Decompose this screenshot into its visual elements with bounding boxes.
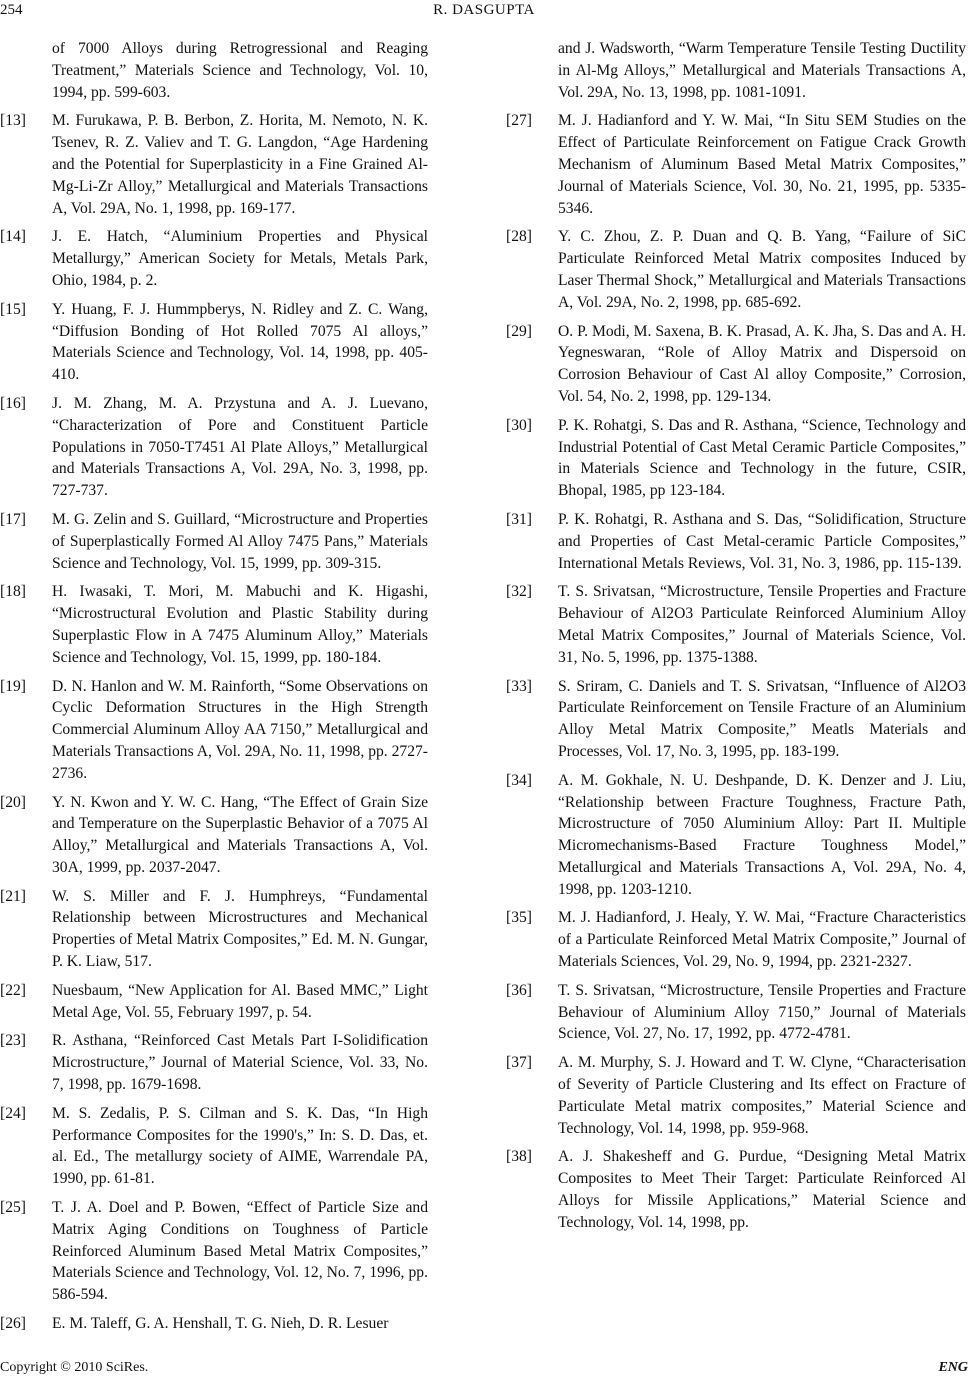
- reference-text: T. J. A. Doel and P. Bowen, “Effect of Particle Size and Matrix Aging Conditions on Toughness of Particle Reinforced Aluminum Based Metal Matrix Composites,” Materials Science and Technology, Vol. 12, No. 7, 1996, pp. 586-594.: [52, 1199, 428, 1304]
- reference-text: E. M. Taleff, G. A. Henshall, T. G. Nieh, D. R. Lesuer: [52, 1315, 389, 1333]
- page-header: [0, 0, 968, 26]
- reference-number: [14]: [0, 228, 26, 246]
- reference-number: [29]: [506, 322, 532, 340]
- page-footer: [0, 1360, 968, 1382]
- reference-text: O. P. Modi, M. Saxena, B. K. Prasad, A. K. Jha, S. Das and A. H. Yegneswaran, “Role of Alloy Matrix and Dispersoid on Corrosion Behaviour of Cast Al alloy Composite,” Corrosion, Vol. 54, No. 2, 1998, pp. 129-134.: [558, 322, 966, 405]
- reference-text: of 7000 Alloys during Retrogressional and Reaging Treatment,” Materials Science and Technology, Vol. 10, 1994, pp. 599-603.: [52, 40, 428, 101]
- reference-entry: [506, 415, 966, 502]
- reference-number: [24]: [0, 1104, 26, 1122]
- reference-text: M. Furukawa, P. B. Berbon, Z. Horita, M. Nemoto, N. K. Tsenev, R. Z. Valiev and T. G. Langdon, “Age Hardening and the Potential for Superplasticity in a Fine Grained Al-Mg-Li-Zr Alloy,” Metallurgical and Materials Transactions A, Vol. 29A, No. 1, 1998, pp. 169-177.: [52, 112, 428, 217]
- reference-entry: [0, 1103, 428, 1190]
- reference-entry: [506, 110, 966, 219]
- reference-text: P. K. Rohatgi, R. Asthana and S. Das, “Solidification, Structure and Properties of Cast Metal-ceramic Particle Composites,” International Metals Reviews, Vol. 31, No. 3, 1986, pp. 115-139.: [558, 510, 966, 572]
- reference-entry: [0, 581, 428, 668]
- reference-number: [35]: [506, 909, 532, 927]
- copyright-notice: Copyright © 2010 SciRes.: [0, 1360, 149, 1375]
- reference-number: [19]: [0, 677, 26, 695]
- reference-text: T. S. Srivatsan, “Microstructure, Tensile Properties and Fracture Behaviour of Aluminium Alloy 7150,” Journal of Materials Science, Vol. 27, No. 17, 1992, pp. 4772-4781.: [558, 981, 966, 1043]
- reference-number: [31]: [506, 510, 532, 528]
- reference-text: Y. Huang, F. J. Hummpberys, N. Ridley and Z. C. Wang, “Diffusion Bonding of Hot Rolled 7075 Al alloys,” Materials Science and Technology, Vol. 14, 1998, pp. 405-410.: [52, 300, 428, 384]
- reference-entry: [506, 980, 966, 1045]
- reference-number: [26]: [0, 1315, 26, 1333]
- reference-number: [32]: [506, 583, 532, 601]
- reference-text: P. K. Rohatgi, S. Das and R. Asthana, “Science, Technology and Industrial Potential of Cast Metal Ceramic Particle Composites,” in Materials Science and Technology in the future, CSIR, Bhopal, 1985, pp 123-184.: [558, 416, 966, 500]
- reference-text: Y. N. Kwon and Y. W. C. Hang, “The Effect of Grain Size and Temperature on the Superplastic Behavior of a 7075 Al Alloy,” Metallurgical and Materials Transactions A, Vol. 30A, 1999, pp. 2037-2047.: [52, 793, 428, 876]
- reference-entry: [506, 907, 966, 972]
- reference-number: [28]: [506, 228, 532, 246]
- reference-number: [21]: [0, 887, 26, 905]
- reference-number: [38]: [506, 1148, 532, 1166]
- reference-entry: [0, 1313, 428, 1335]
- reference-text: H. Iwasaki, T. Mori, M. Mabuchi and K. Higashi, “Microstructural Evolution and Plastic Stability during Superplastic Flow in A 7475 Aluminum Alloy,” Materials Science and Technology, Vol. 15, 1999, pp. 180-184.: [52, 583, 428, 666]
- reference-text: R. Asthana, “Reinforced Cast Metals Part I-Solidification Microstructure,” Journal of Material Science, Vol. 33, No. 7, 1998, pp. 1679-1698.: [52, 1032, 428, 1094]
- reference-entry: [506, 38, 966, 103]
- reference-number: [18]: [0, 583, 26, 601]
- reference-text: A. M. Murphy, S. J. Howard and T. W. Clyne, “Characterisation of Severity of Particle Clustering and Its effect on Fracture of Particulate Metal matrix composites,” Material Science and Technology, Vol. 14, 1998, pp. 959-968.: [558, 1054, 966, 1137]
- reference-text: W. S. Miller and F. J. Humphreys, “Fundamental Relationship between Microstructures and Mechanical Properties of Metal Matrix Composites,” Ed. M. N. Gungar, P. K. Liaw, 517.: [52, 887, 428, 971]
- reference-entry: [0, 980, 428, 1024]
- running-title: R. DASGUPTA: [433, 2, 535, 18]
- reference-text: M. S. Zedalis, P. S. Cilman and S. K. Das, “In High Performance Composites for the 1990's,” In: S. D. Das, et. al. Ed., The metallurgy society of AIME, Warrendale PA, 1990, pp. 61-81.: [52, 1104, 428, 1188]
- right-reference-column: [506, 38, 966, 1241]
- reference-number: [33]: [506, 677, 532, 695]
- reference-entry: [0, 676, 428, 785]
- reference-number: [15]: [0, 300, 26, 318]
- reference-number: [36]: [506, 981, 532, 999]
- reference-entry: [0, 226, 428, 291]
- left-reference-column: [0, 38, 428, 1342]
- reference-text: J. E. Hatch, “Aluminium Properties and Physical Metallurgy,” American Society for Metals, Metals Park, Ohio, 1984, p. 2.: [52, 228, 428, 289]
- reference-number: [30]: [506, 416, 532, 434]
- page-number: 254: [0, 2, 23, 18]
- reference-entry: [0, 886, 428, 973]
- reference-entry: [0, 38, 428, 103]
- reference-text: S. Sriram, C. Daniels and T. S. Srivatsan, “Influence of Al2O3 Particulate Reinforcement on Tensile Fracture of an Aluminium Alloy Metal Matrix Composite,” Meatls Materials and Processes, Vol. 17, No. 3, 1995, pp. 183-199.: [558, 677, 966, 760]
- reference-entry: [506, 321, 966, 408]
- reference-text: J. M. Zhang, M. A. Przystuna and A. J. Luevano, “Characterization of Pore and Constituent Particle Populations in 7050-T7451 Al Plate Alloys,” Metallurgical and Materials Transactions A, Vol. 29A, No. 3, 1998, pp. 727-737.: [52, 394, 428, 500]
- reference-number: [16]: [0, 394, 26, 412]
- reference-entry: [0, 110, 428, 219]
- reference-entry: [0, 509, 428, 574]
- reference-number: [34]: [506, 771, 532, 789]
- reference-text: D. N. Hanlon and W. M. Rainforth, “Some Observations on Cyclic Deformation Structures in the High Strength Commercial Aluminum Alloy AA 7150,” Metallurgical and Materials Transactions A, Vol. 29A, No. 11, 1998, pp. 2727-2736.: [52, 677, 428, 782]
- reference-text: A. M. Gokhale, N. U. Deshpande, D. K. Denzer and J. Liu, “Relationship between Fracture Toughness, Fracture Path, Microstructure of 7050 Aluminium Alloy: Part II. Multiple Micromechanisms-Based Fracture Toughness Model,” Metallurgical and Materials Transactions A, Vol. 29A, No. 4, 1998, pp. 1203-1210.: [558, 771, 966, 898]
- reference-entry: [506, 509, 966, 574]
- reference-number: [37]: [506, 1054, 532, 1072]
- reference-number: [25]: [0, 1199, 26, 1217]
- reference-entry: [0, 1197, 428, 1306]
- reference-entry: [506, 770, 966, 901]
- reference-text: M. J. Hadianford, J. Healy, Y. W. Mai, “Fracture Characteristics of a Particulate Reinforced Metal Matrix Composite,” Journal of Materials Sciences, Vol. 29, No. 9, 1994, pp. 2321-2327.: [558, 909, 966, 971]
- reference-number: [27]: [506, 112, 532, 130]
- reference-text: and J. Wadsworth, “Warm Temperature Tensile Testing Ductility in Al-Mg Alloys,” Metallurgical and Materials Transactions A, Vol. 29A, No. 13, 1998, pp. 1081-1091.: [558, 40, 966, 101]
- reference-text: M. J. Hadianford and Y. W. Mai, “In Situ SEM Studies on the Effect of Particulate Reinforcement on Fatigue Crack Growth Mechanism of Aluminum Based Metal Matrix Composites,” Journal of Materials Science, Vol. 30, No. 21, 1995, pp. 5335-5346.: [558, 112, 966, 217]
- reference-entry: [506, 1146, 966, 1233]
- reference-number: [20]: [0, 793, 26, 811]
- reference-number: [17]: [0, 510, 26, 528]
- reference-entry: [506, 581, 966, 668]
- reference-text: Y. C. Zhou, Z. P. Duan and Q. B. Yang, “Failure of SiC Particulate Reinforced Metal Matrix composites Induced by Laser Thermal Shock,” Metallurgical and Materials Transactions A, Vol. 29A, No. 2, 1998, pp. 685-692.: [558, 228, 966, 311]
- reference-text: T. S. Srivatsan, “Microstructure, Tensile Properties and Fracture Behaviour of Al2O3 Particulate Reinforced Aluminium Alloy Metal Matrix Composites,” Journal of Materials Science, Vol. 31, No. 5, 1996, pp. 1375-1388.: [558, 583, 966, 666]
- reference-entry: [0, 792, 428, 879]
- reference-text: A. J. Shakesheff and G. Purdue, “Designing Metal Matrix Composites to Meet Their Target: Particulate Reinforced Al Alloys for Missile Applications,” Material Science and Technology, Vol. 14, 1998, pp.: [558, 1148, 966, 1231]
- reference-entry: [506, 676, 966, 763]
- reference-number: [22]: [0, 981, 26, 999]
- reference-number: [13]: [0, 112, 26, 130]
- reference-entry: [0, 393, 428, 502]
- reference-entry: [0, 1030, 428, 1095]
- reference-number: [23]: [0, 1032, 26, 1050]
- reference-entry: [506, 226, 966, 313]
- reference-text: M. G. Zelin and S. Guillard, “Microstructure and Properties of Superplastically Formed Al Alloy 7475 Pans,” Materials Science and Technology, Vol. 15, 1999, pp. 309-315.: [52, 510, 428, 572]
- reference-entry: [506, 1052, 966, 1139]
- reference-text: Nuesbaum, “New Application for Al. Based MMC,” Light Metal Age, Vol. 55, February 1997, p. 54.: [52, 981, 428, 1021]
- journal-abbreviation: ENG: [938, 1360, 968, 1375]
- reference-entry: [0, 299, 428, 386]
